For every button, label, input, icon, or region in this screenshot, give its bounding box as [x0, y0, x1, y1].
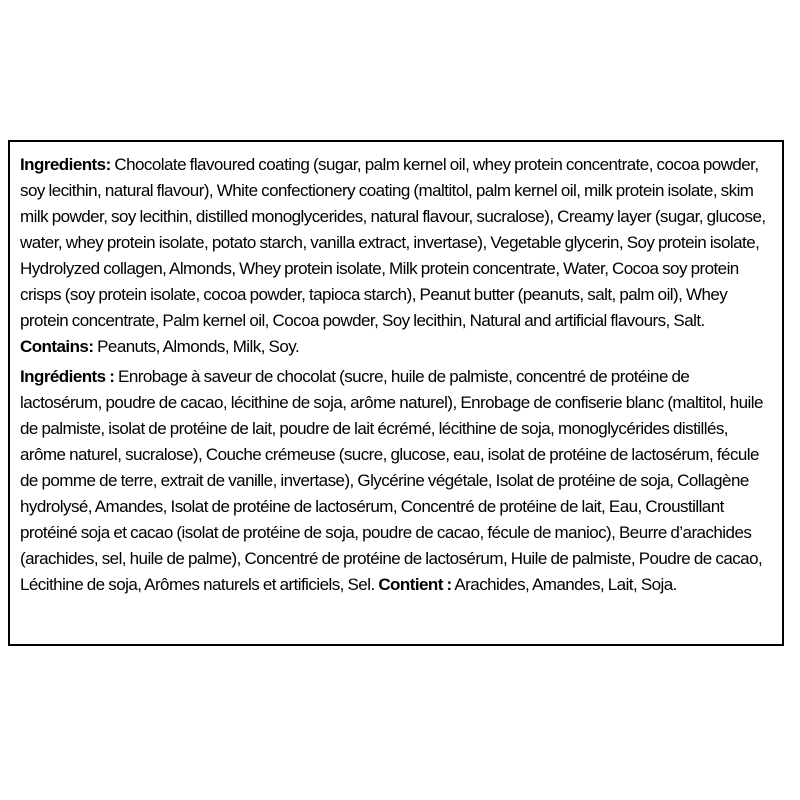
contains-heading-fr: Contient :	[378, 575, 452, 594]
ingredients-french	[20, 364, 772, 598]
ingredients-heading-en: Ingredients:	[20, 155, 111, 174]
ingredients-heading-fr: Ingrédients :	[20, 367, 115, 386]
ingredients-english	[20, 152, 772, 360]
ingredients-body-en: Chocolate flavoured coating (sugar, palm kernel oil, whey protein concentrate, cocoa powder, soy lecithin, natural flavour), White confectionery coating (maltitol, palm kernel oil, milk protein isolate, skim milk powder, soy lecithin, distilled monoglycerides, natural flavour, sucralose), Creamy layer (sugar, glucose, water, whey protein isolate, potato starch, vanilla extract, invertase), Vegetable glycerin, Soy protein isolate, Hydrolyzed collagen, Almonds, Whey protein isolate, Milk protein concentrate, Water, Cocoa soy protein crisps (soy protein isolate, cocoa powder, tapioca starch), Peanut butter (peanuts, salt, palm oil), Whey protein concentrate, Palm kernel oil, Cocoa powder, Soy lecithin, Natural and artificial flavours, Salt.	[20, 155, 766, 330]
contains-heading-en: Contains:	[20, 337, 94, 356]
contains-body-en: Peanuts, Almonds, Milk, Soy.	[97, 337, 300, 356]
ingredients-body-fr: Enrobage à saveur de chocolat (sucre, huile de palmiste, concentré de protéine de lactosérum, poudre de cacao, lécithine de soja, arôme naturel), Enrobage de confiserie blanc (maltitol, huile de palmiste, isolat de protéine de lait, poudre de lait écrémé, lécithine de soja, monoglycérides distillés, arôme naturel, sucralose), Couche crémeuse (sucre, glucose, eau, isolat de protéine de lactosérum, fécule de pomme de terre, extrait de vanille, invertase), Glycérine végétale, Isolat de protéine de soja, Collagène hydrolysé, Amandes, Isolat de protéine de lactosérum, Concentré de protéine de lait, Eau, Croustillant protéiné soja et cacao (isolat de protéine de soja, poudre de cacao, fécule de manioc), Beurre d’arachides (arachides, sel, huile de palme), Concentré de protéine de lactosérum, Huile de palmiste, Poudre de cacao, Lécithine de soja, Arômes naturels et artificiels, Sel.	[20, 367, 763, 594]
ingredients-label-box	[8, 140, 784, 646]
contains-body-fr: Arachides, Amandes, Lait, Soja.	[454, 575, 677, 594]
